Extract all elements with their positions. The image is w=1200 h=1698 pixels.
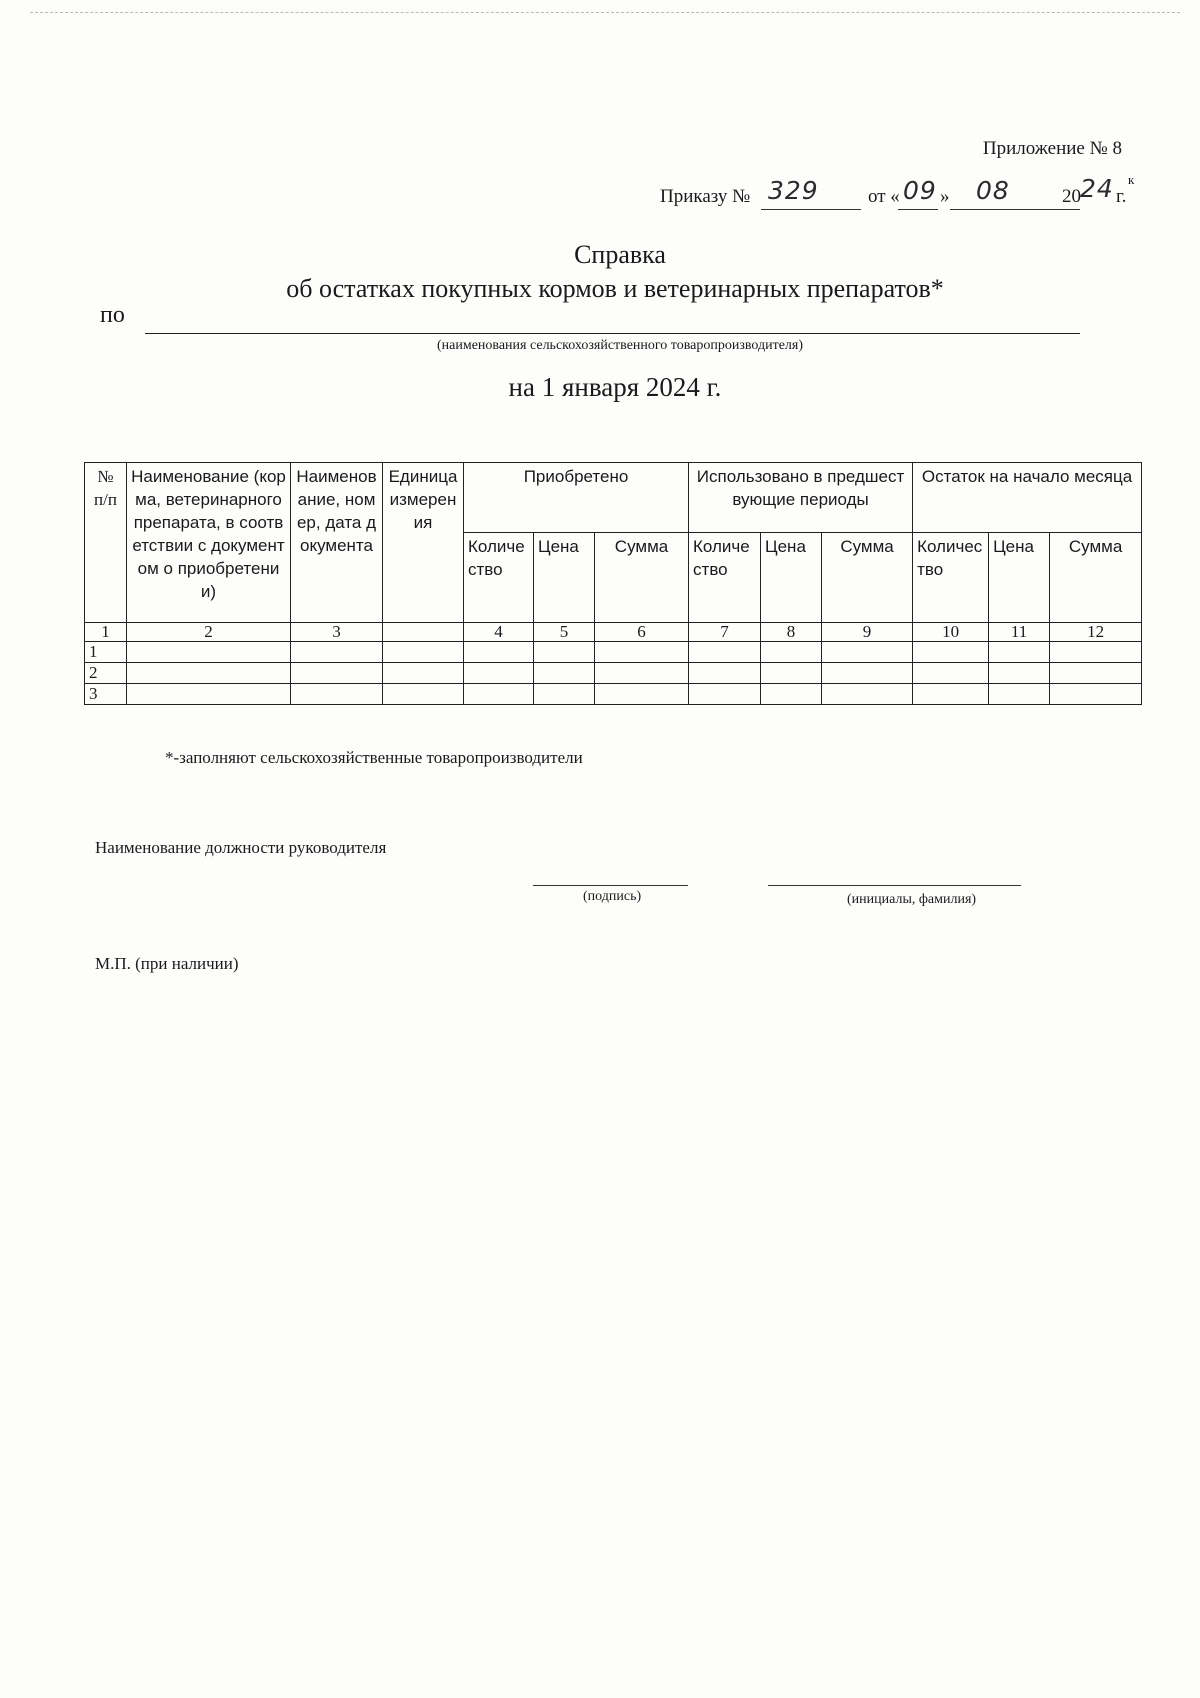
table-cell[interactable] [464, 684, 534, 705]
table-cell[interactable] [534, 642, 595, 663]
table-cell[interactable] [989, 663, 1050, 684]
table-cell[interactable] [822, 684, 913, 705]
header-document: Наименование, номер, дата документа [291, 463, 383, 623]
document-subtitle: об остатках покупных кормов и ветеринарных препаратов* [286, 274, 944, 303]
col-number: 7 [689, 623, 761, 642]
col-number: 8 [761, 623, 822, 642]
year-prefix: 20 [1062, 186, 1081, 207]
table-cell[interactable] [127, 642, 291, 663]
table-cell[interactable] [822, 663, 913, 684]
col-number: 3 [291, 623, 383, 642]
col-number: 10 [913, 623, 989, 642]
from-label: от « [868, 186, 900, 207]
order-day: 09 [903, 176, 937, 205]
order-year: 24 [1080, 174, 1114, 203]
table-cell[interactable] [913, 642, 989, 663]
order-month: 08 [976, 176, 1010, 205]
col-number: 4 [464, 623, 534, 642]
report-date: на 1 января 2024 г. [508, 372, 722, 402]
sub-acquired-price: Цена [534, 533, 595, 623]
po-label: по [100, 302, 125, 328]
table-cell[interactable] [913, 684, 989, 705]
table-cell[interactable] [761, 642, 822, 663]
column-number-row [85, 623, 1142, 642]
head-position-label: Наименование должности руководителя [95, 838, 387, 857]
sub-balance-sum: Сумма [1050, 533, 1142, 623]
table-cell[interactable] [534, 663, 595, 684]
signature-caption: (подпись) [583, 889, 642, 904]
table-cell[interactable] [291, 642, 383, 663]
col-number: 9 [822, 623, 913, 642]
stamp-label: М.П. (при наличии) [95, 954, 239, 973]
balance-table [84, 462, 1142, 705]
table-cell[interactable] [291, 684, 383, 705]
header-row-number: № п/п [85, 463, 127, 623]
header-balance: Остаток на начало месяца [913, 463, 1142, 533]
table-row [85, 684, 1142, 705]
producer-name-line[interactable] [145, 333, 1080, 334]
table-cell[interactable] [595, 642, 689, 663]
table-cell[interactable] [1050, 663, 1142, 684]
col-number [383, 623, 464, 642]
table-cell[interactable] [689, 642, 761, 663]
table-cell[interactable] [689, 684, 761, 705]
sub-used-qty: Количество [689, 533, 761, 623]
appendix-label: Приложение № 8 [982, 138, 1122, 159]
order-number: 329 [768, 176, 819, 205]
table-cell[interactable] [383, 663, 464, 684]
name-line[interactable] [768, 885, 1021, 886]
table-cell[interactable] [464, 663, 534, 684]
table-cell[interactable] [822, 642, 913, 663]
day-close: » [940, 186, 950, 207]
table-cell[interactable] [1050, 642, 1142, 663]
order-label: Приказу № [660, 186, 751, 207]
table-cell[interactable] [595, 663, 689, 684]
table-cell[interactable] [127, 684, 291, 705]
order-day-underline [898, 209, 938, 210]
signature-line[interactable] [533, 885, 688, 886]
sub-used-price: Цена [761, 533, 822, 623]
table-cell[interactable] [989, 684, 1050, 705]
scan-top-edge [30, 12, 1180, 13]
year-unit: г. [1116, 186, 1127, 207]
sub-acquired-sum: Сумма [595, 533, 689, 623]
order-month-underline [950, 209, 1080, 210]
row-index: 1 [85, 642, 127, 663]
table-cell[interactable] [989, 642, 1050, 663]
sub-balance-qty: Количество [913, 533, 989, 623]
row-index: 3 [85, 684, 127, 705]
row-index: 2 [85, 663, 127, 684]
document-title: Справка [574, 240, 666, 269]
col-number: 5 [534, 623, 595, 642]
table-cell[interactable] [383, 642, 464, 663]
table-cell[interactable] [761, 663, 822, 684]
table-cell[interactable] [689, 663, 761, 684]
table-cell[interactable] [127, 663, 291, 684]
header-acquired: Приобретено [464, 463, 689, 533]
header-used: Использовано в предшествующие периоды [689, 463, 913, 533]
table-cell[interactable] [291, 663, 383, 684]
table-cell[interactable] [534, 684, 595, 705]
table-cell[interactable] [913, 663, 989, 684]
header-unit: Единица измерения [383, 463, 464, 623]
name-caption: (инициалы, фамилия) [847, 892, 977, 907]
col-number: 12 [1050, 623, 1142, 642]
table-row [85, 642, 1142, 663]
table-cell[interactable] [761, 684, 822, 705]
footnote: *-заполняют сельскохозяйственные товаропроизводители [165, 748, 583, 767]
sub-used-sum: Сумма [822, 533, 913, 623]
header-item-name: Наименование (корма, ветеринарного препарата, в соответствии с документом о приобретении) [127, 463, 291, 623]
col-number: 2 [127, 623, 291, 642]
table-cell[interactable] [595, 684, 689, 705]
col-number: 11 [989, 623, 1050, 642]
col-number: 1 [85, 623, 127, 642]
col-number: 6 [595, 623, 689, 642]
sub-acquired-qty: Количество [464, 533, 534, 623]
sub-balance-price: Цена [989, 533, 1050, 623]
order-number-underline [761, 209, 861, 210]
table-cell[interactable] [383, 684, 464, 705]
table-cell[interactable] [464, 642, 534, 663]
producer-name-caption: (наименования сельскохозяйственного товаропроизводителя) [436, 338, 804, 353]
table-cell[interactable] [1050, 684, 1142, 705]
table-row [85, 663, 1142, 684]
year-superscript: к [1128, 172, 1135, 187]
